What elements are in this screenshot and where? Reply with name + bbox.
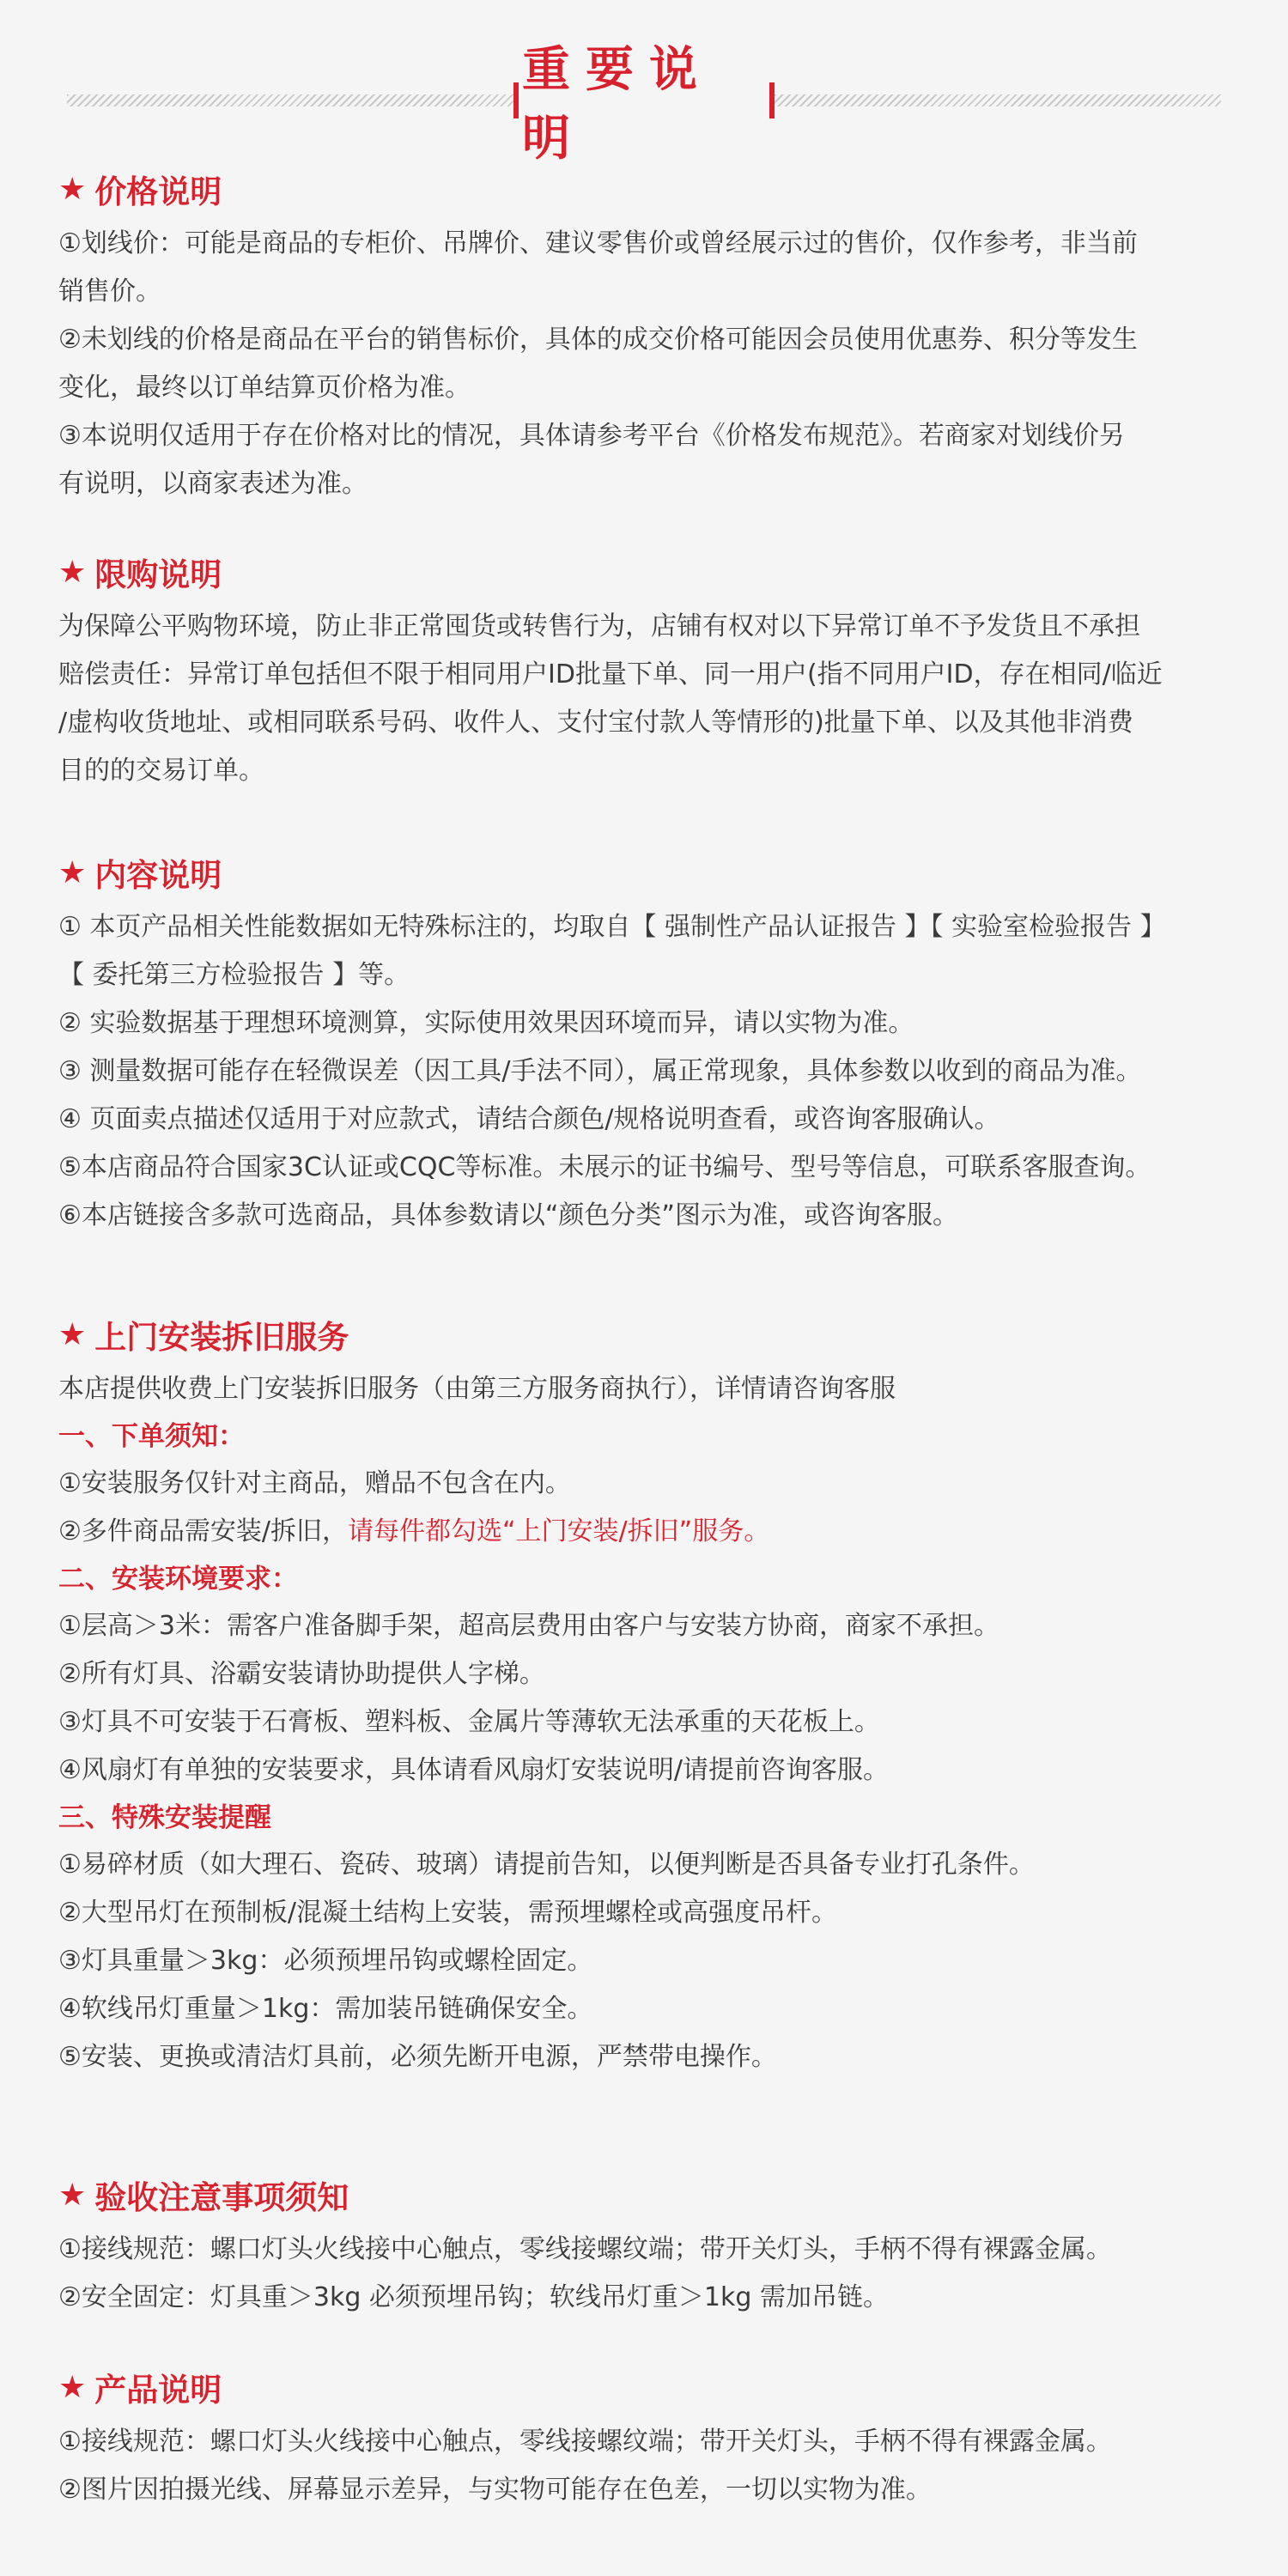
text-line: ⑥本店链接含多款可选商品，具体参数请以“颜色分类”图示为准，或咨询客服。 [58, 1200, 958, 1230]
section-acceptance [58, 2169, 1243, 2322]
text-line: ③灯具重量＞3kg：必须预埋吊钩或螺栓固定。 [58, 1946, 593, 1976]
section-title [58, 2169, 1243, 2221]
page-title: 重要说明 [522, 42, 713, 167]
section-title-label: 产品说明 [94, 2372, 222, 2409]
section-title [58, 546, 1243, 598]
text-line: 有说明，以商家表述为准。 [58, 469, 368, 499]
text-line: ④风扇灯有单独的安装要求，具体请看风扇灯安装说明/请提前咨询客服。 [58, 1755, 890, 1785]
highlight-text: 请每件都勾选“上门安装/拆旧”服务。 [348, 1516, 770, 1546]
subheading-order: 一、下单须知： [58, 1421, 245, 1452]
text-line: ⑤本店商品符合国家3C认证或CQC等标准。未展示的证书编号、型号等信息，可联系客服查询。 [58, 1152, 1151, 1182]
star-icon: ★ [58, 1316, 87, 1352]
text-line: ③ 测量数据可能存在轻微误差（因工具/手法不同），属正常现象，具体参数以收到的商品为准。 [58, 1056, 1142, 1086]
text-line: ②安全固定：灯具重＞3kg 必须预埋吊钩；软线吊灯重＞1kg 需加吊链。 [58, 2282, 889, 2312]
text-line: 【 委托第三方检验报告 】等。 [58, 960, 410, 990]
text-line: ①划线价：可能是商品的专柜价、吊牌价、建议零售价或曾经展示过的售价，仅作参考，非当前 [58, 228, 1138, 258]
text-line: ③灯具不可安装于石膏板、塑料板、金属片等薄软无法承重的天花板上。 [58, 1707, 880, 1737]
text-line: ①接线规范：螺口灯头火线接中心触点，零线接螺纹端；带开关灯头，手柄不得有裸露金属。 [58, 2427, 1112, 2457]
text-line: ④ 页面卖点描述仅适用于对应款式，请结合颜色/规格说明查看，或咨询客服确认。 [58, 1104, 1000, 1134]
text-line: ②所有灯具、浴霸安装请协助提供人字梯。 [58, 1659, 545, 1689]
text-line: 目的的交易订单。 [58, 756, 264, 786]
text-line: /虚构收货地址、或相同联系号码、收件人、支付宝付款人等情形的)批量下单、以及其他非消费 [58, 708, 1133, 738]
subheading-special: 三、特殊安装提醒 [58, 1802, 271, 1833]
text-line: ⑤安装、更换或清洁灯具前，必须先断开电源，严禁带电操作。 [58, 2042, 777, 2072]
section-limit [58, 546, 1243, 795]
text-line: ②图片因拍摄光线、屏幕显示差异，与实物可能存在色差，一切以实物为准。 [58, 2475, 932, 2505]
text-line: ①接线规范：螺口灯头火线接中心触点，零线接螺纹端；带开关灯头，手柄不得有裸露金属。 [58, 2234, 1112, 2264]
page-header [67, 42, 1221, 167]
star-icon: ★ [58, 171, 87, 207]
star-icon: ★ [58, 554, 87, 590]
section-title-label: 价格说明 [94, 173, 222, 210]
section-title-label: 验收注意事项须知 [94, 2179, 349, 2216]
text-line: ③本说明仅适用于存在价格对比的情况，具体请参考平台《价格发布规范》。若商家对划线价另 [58, 421, 1125, 451]
install-intro: 本店提供收费上门安装拆旧服务（由第三方服务商执行），详情请咨询客服 [58, 1374, 896, 1404]
text-line: ①安装服务仅针对主商品，赠品不包含在内。 [58, 1468, 571, 1498]
section-title-label: 上门安装拆旧服务 [94, 1319, 349, 1356]
text-line: ②大型吊灯在预制板/混凝土结构上安装，需预埋螺栓或高强度吊杆。 [58, 1898, 838, 1928]
section-price [58, 163, 1243, 508]
text-line: ④软线吊灯重量＞1kg：需加装吊链确保安全。 [58, 1994, 593, 2024]
text-line: 为保障公平购物环境，防止非正常囤货或转售行为，店铺有权对以下异常订单不予发货且不承担 [58, 611, 1140, 641]
section-product [58, 2361, 1243, 2514]
section-title [58, 1309, 1243, 1360]
section-content [58, 847, 1243, 1240]
star-icon: ★ [58, 854, 87, 890]
star-icon: ★ [58, 2177, 87, 2213]
text-line: ①易碎材质（如大理石、瓷砖、玻璃）请提前告知，以便判断是否具备专业打孔条件。 [58, 1850, 1035, 1880]
header-bar-left [513, 82, 519, 118]
header-stripe-left [67, 94, 513, 106]
text-line: ① 本页产品相关性能数据如无特殊标注的，均取自【 强制性产品认证报告 】【 实验室检验报告 】 [58, 912, 1166, 942]
section-title-label: 内容说明 [94, 857, 222, 894]
text-line: ② 实验数据基于理想环境测算，实际使用效果因环境而异，请以实物为准。 [58, 1008, 914, 1038]
section-install [58, 1309, 1243, 2081]
text-line: 赔偿责任：异常订单包括但不限于相同用户ID批量下单、同一用户(指不同用户ID，存在相同/临近 [58, 659, 1163, 690]
header-stripe-right [775, 94, 1221, 106]
text-line: 销售价。 [58, 276, 161, 307]
text-segment: ②多件商品需安装/拆旧， [58, 1516, 349, 1546]
subheading-environment: 二、安装环境要求： [58, 1564, 298, 1595]
text-line [58, 1508, 1243, 1556]
section-title-label: 限购说明 [94, 556, 222, 593]
section-title [58, 163, 1243, 215]
section-title [58, 2361, 1243, 2413]
text-line: ②未划线的价格是商品在平台的销售标价，具体的成交价格可能因会员使用优惠券、积分等发生 [58, 325, 1138, 355]
star-icon: ★ [58, 2369, 87, 2405]
section-title [58, 847, 1243, 898]
text-line: ①层高＞3米：需客户准备脚手架，超高层费用由客户与安装方协商，商家不承担。 [58, 1611, 999, 1641]
text-line: 变化，最终以订单结算页价格为准。 [58, 373, 471, 403]
